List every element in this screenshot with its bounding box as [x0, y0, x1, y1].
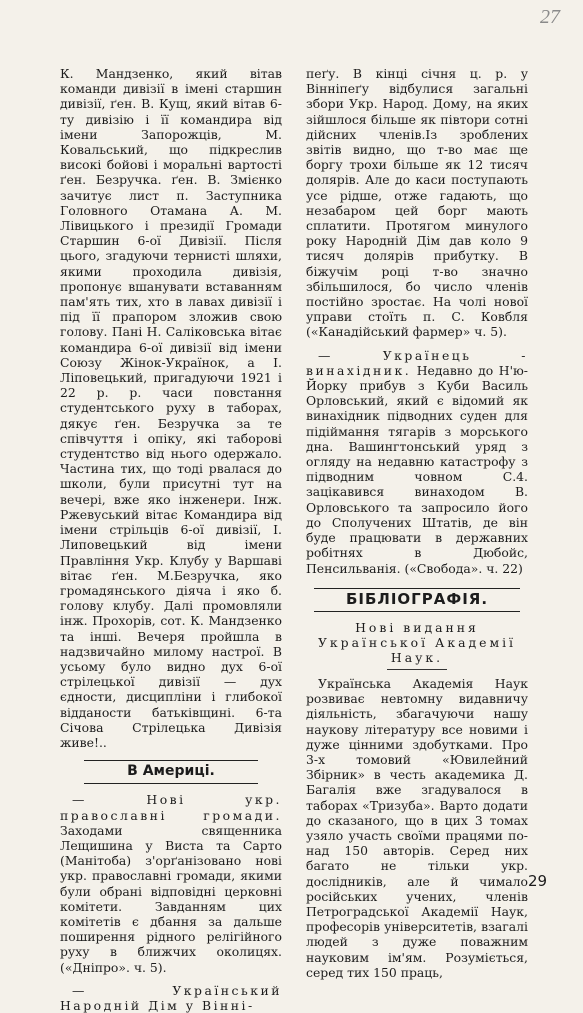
page-number: 29	[528, 872, 548, 890]
news-item-text: Недавно до Н'ю-Йорку прибув з Куби Василь Орловський, який є відомий як винахідник підводних суден для підіймання тягарів з морського дна. Вашингтонський уряд з огляду на недавню катастрофу з підводним човном С.4. зацікавився винаходом В. Орловського та запросило його до Сполучених Штатів, де він буде працювати в державних робітнях в Дюбойс, Пенсильванія. («Свобода». ч. 22)	[306, 362, 528, 576]
news-item-title: — Український Народній Дім у Вінні-	[60, 982, 282, 1013]
section-heading-america: В Америці.	[84, 760, 258, 784]
news-item-title: — Нові укр. православні громади.	[60, 792, 282, 823]
bibliography-subheading: Нові видання Української Академії Наук.	[317, 619, 517, 665]
divider	[387, 669, 447, 670]
section-heading-bibliography: БІБЛІОГРАФІЯ.	[314, 588, 520, 612]
news-item-inventor	[306, 348, 528, 576]
news-item-national-home	[60, 983, 282, 1013]
left-column	[60, 66, 282, 1013]
news-item-orthodox	[60, 792, 282, 974]
right-column	[306, 66, 528, 980]
continued-paragraph: К. Мандзенко, який вітав команди дивізії в імені старшин дивізії, ґен. В. Кущ, який вітав 6-ту дивізію і її командира від імени Запорожців, М. Ковальський, що підкреслив високі бойові і моральні вартості ґен. Безручка. ґен. В. Змієнко зачитує лист п. Заступника Головного Отамана А. М. Лівицького і президії Громади Старшин 6-ої Дивізії. Після цього, згадуючи тернисті шляхи, якими проходила дивізія, пропонує вшанувати вставанням пам'ять тих, хто в лавах дивізії і під її прапором зложив свою голову. Пані Н. Саліковська вітає командира 6-ої дивізії від імени Союзу Жінок-Українок, а І. Ліповецький, пригадуючи 1921 і 22 р. р. часи повстання студентського руху в таборах, дякує ґен. Безручка за те співчуття і опіку, які таборові студентство від нього одержало. Частина тих, що тоді рвалася до школи, були присутні тут на вечері, вже яко інженери. Інж. Ржевуський вітає Командира від імени стрільців 6-ої дивізії, І. Липовецький від імени Правління Укр. Клубу у Варшаві вітає ґен. М.Безручка, яко громадянського діяча і яко б. голову клубу. Далі промовляли інж. Прохорів, сот. К. Мандзенко та інші. Вечеря пройшла в надзвичайно милому настрої. В усьому було видно дух 6-ої стрілецької дивізії — дух єдности, дисципліни і глибокої відданости батьківщині. 6-та Січова Стрілецька Дивізія живе!..	[60, 66, 282, 750]
news-item-text: Заходами священника Лещишина у Виста та Сарто (Манітоба) з'орґанізовано нові укр. православні громади, якими були обрані відповідні церковні комітети. Завданням цих комітетів є дбання за дальше поширення рідного релігійного руху в ближчих околицях. («Дніпро». ч. 5).	[60, 822, 282, 975]
news-item-title: — Українець - винахідник.	[306, 347, 528, 378]
continued-paragraph: пеґу. В кінці січня ц. р. у Вінніпеґу відбулися загальні збори Укр. Народ. Дому, на яких зійшлося більше як півтори сотні дійсних членів.Із зроблених звітів видно, що т-во має ще боргу трохи більше як 12 тисяч долярів. Але до каси поступають усе рідше, отже гадають, що незабаром цей борг мають сплатити. Протягом минулого року Народній Дім дав коло 9 тисяч долярів прибутку. В біжучім році т-во значно збільшилося, бо число членів постійно зростає. На чолі нової управи стоїть п. С. Ковбля («Канадійський фармер» ч. 5).	[306, 66, 528, 340]
handwritten-page-number: 27	[540, 6, 560, 28]
bibliography-paragraph: Українська Академія Наук розвиває невтомну видавничу діяльність, збагачуючи нашу наукову літературу все новими і дуже цінними здобутками. Про 3-х томовий «Ювилейний Збірник» в честь академика Д. Багалія вже згадувалося в таборах «Тризуба». Варто додати до сказаного, що в цих 3 томах узяло участь своїми працями по-над 150 авторів. Серед них багато не тільки укр. дослідників, але й чимало російських учених, членів Петроградської Академії Наук, професорів університетів, взагалі людей з дуже поважним науковим ім'ям. Розуміється, серед тих 150 праць,	[306, 675, 528, 980]
